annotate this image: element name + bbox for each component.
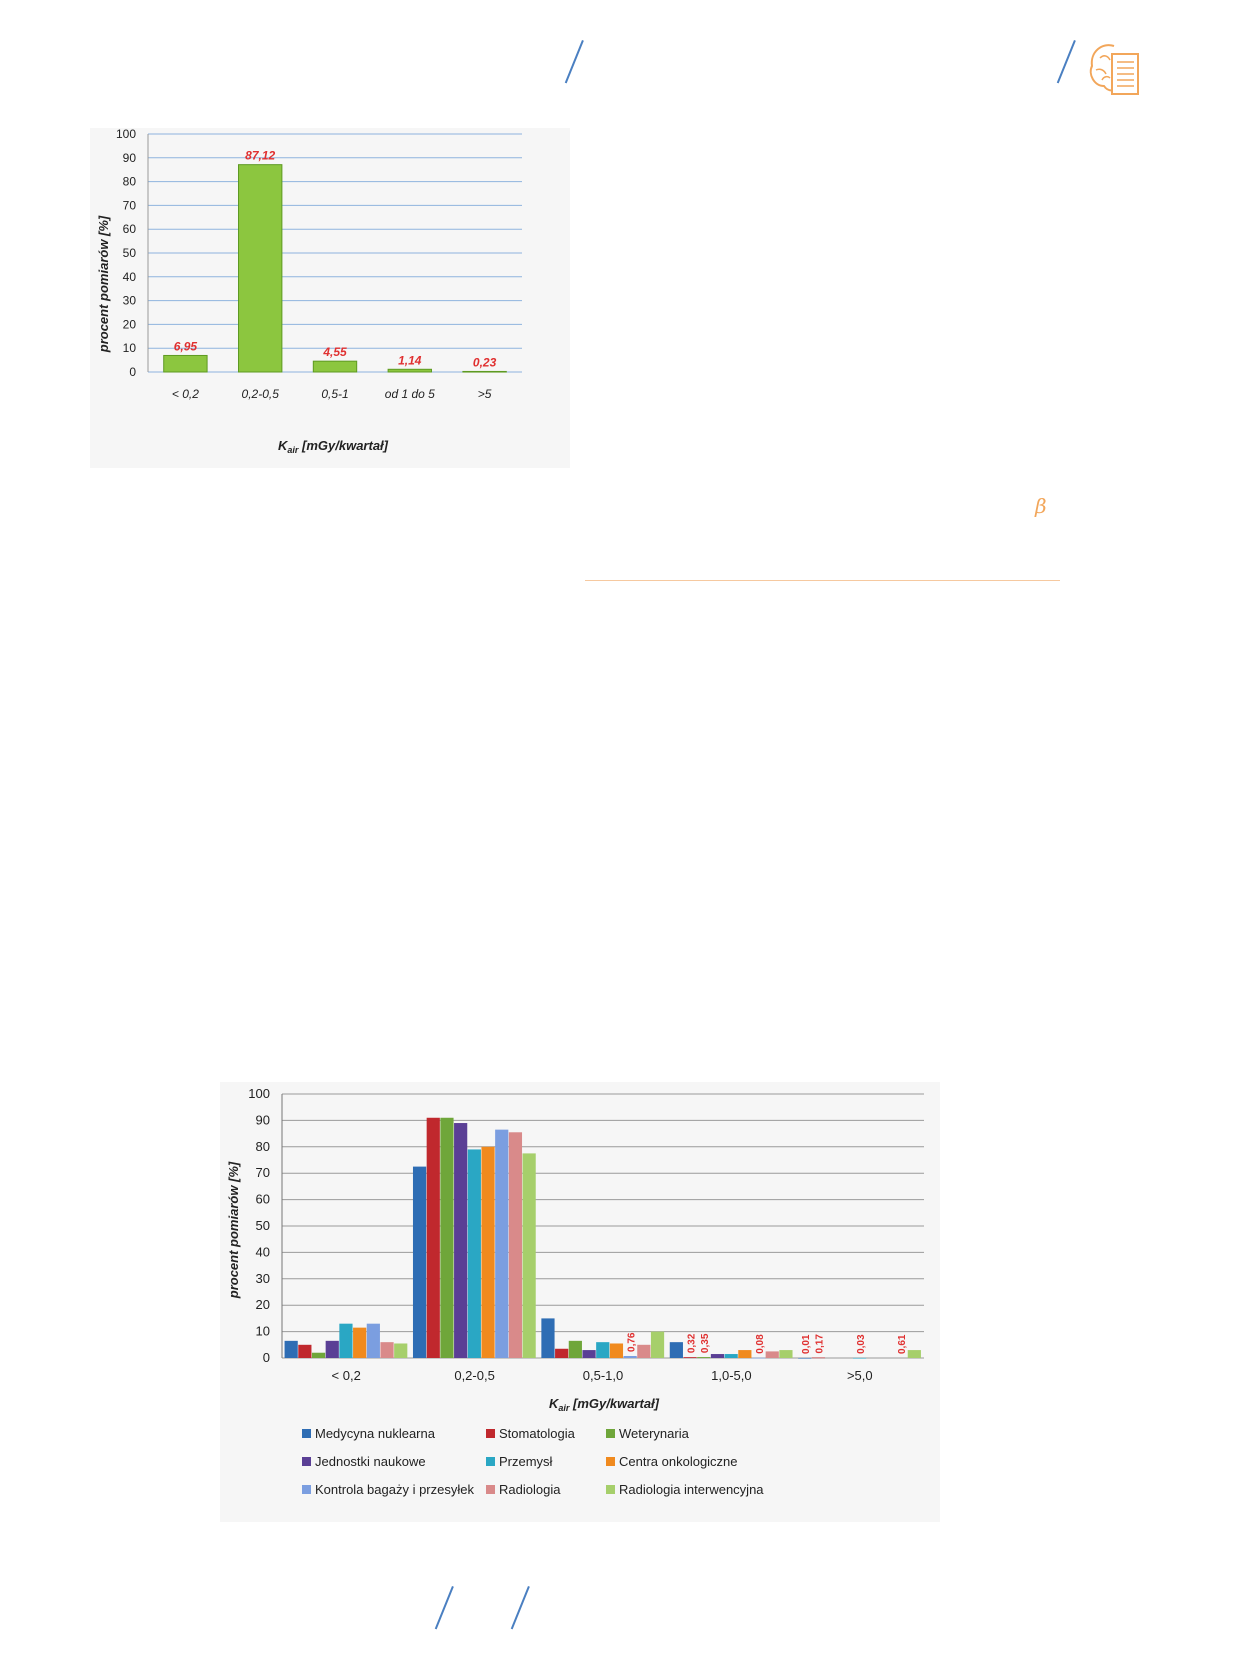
chart1-y-tick-label: 80 <box>122 174 136 189</box>
chart2-value-annotation: 0,03 <box>855 1334 867 1354</box>
chart2-bar <box>380 1342 393 1358</box>
chart1-value-label: 1,14 <box>398 353 422 368</box>
chart2-bar <box>468 1149 481 1358</box>
chart-kair-by-sector <box>220 1082 940 1522</box>
chart2-x-tick-label: 0,5-1,0 <box>582 1368 624 1383</box>
beta-symbol: β <box>1035 494 1047 518</box>
chart1-y-tick-label: 40 <box>122 269 136 284</box>
chart2-bar <box>427 1118 440 1358</box>
chart1-y-tick-label: 90 <box>122 150 136 165</box>
chart2-bar <box>353 1328 366 1358</box>
chart2-y-tick-label: 60 <box>255 1191 270 1207</box>
chart1-bar <box>239 165 282 372</box>
chart2-x-tick-label: 0,2-0,5 <box>454 1368 495 1383</box>
chart2-y-tick-label: 100 <box>248 1086 270 1101</box>
chart2-legend-label: Weterynaria <box>619 1426 689 1441</box>
chart2-x-tick-label: >5,0 <box>846 1368 873 1383</box>
chart1-bar <box>164 355 207 372</box>
chart2-bar <box>812 1358 825 1359</box>
chart2-bar <box>312 1353 325 1358</box>
chart2-bar <box>798 1358 811 1359</box>
chart2-bar <box>670 1342 683 1358</box>
chart2-value-annotation: 0,61 <box>896 1334 908 1354</box>
chart2-legend-swatch <box>302 1429 311 1438</box>
chart2-bar <box>367 1324 380 1358</box>
chart2-bar <box>651 1332 664 1358</box>
chart2-value-annotation: 0,01 <box>801 1334 813 1354</box>
chart1-x-tick-label: >5 <box>477 387 492 401</box>
chart2-value-annotation: 0,35 <box>700 1333 712 1354</box>
chart2-legend-label: Centra onkologiczne <box>619 1454 738 1469</box>
chart2-legend-label: Radiologia interwencyjna <box>619 1482 764 1497</box>
chart1-x-axis-label-main: K <box>278 438 288 453</box>
chart2-legend-label: Kontrola bagaży i przesyłek <box>315 1482 474 1497</box>
chart2-y-tick-label: 40 <box>255 1244 270 1260</box>
chart2-legend-label: Radiologia <box>499 1482 561 1497</box>
header-slash-left <box>565 40 584 83</box>
chart2-bar <box>569 1341 582 1358</box>
chart2-y-tick-label: 70 <box>255 1165 270 1181</box>
chart2-legend-swatch <box>606 1485 615 1494</box>
chart2-bar <box>624 1356 637 1358</box>
chart1-value-label: 87,12 <box>245 148 276 163</box>
chart2-y-tick-label: 20 <box>255 1297 270 1313</box>
chart2-bar <box>523 1153 536 1358</box>
chart1-x-tick-label: od 1 do 5 <box>384 387 435 401</box>
header-slash-right <box>1057 40 1076 83</box>
chart1-background <box>90 128 570 468</box>
chart2-y-tick-label: 10 <box>255 1323 270 1339</box>
chart2-bar <box>725 1354 738 1358</box>
chart1-x-tick-label: < 0,2 <box>171 387 199 401</box>
chart2-y-axis-label: procent pomiarów [%] <box>226 1161 241 1299</box>
chart1-bar <box>313 361 356 372</box>
section-divider <box>585 580 1060 581</box>
chart2-x-tick-label: 1,0-5,0 <box>711 1368 752 1383</box>
chart1-y-tick-label: 30 <box>122 293 136 308</box>
chart2-bar <box>637 1345 650 1358</box>
chart2-legend-swatch <box>486 1429 495 1438</box>
chart2-y-tick-label: 80 <box>255 1138 270 1154</box>
chart2-bar <box>326 1341 339 1358</box>
chart2-bar <box>454 1123 467 1358</box>
chart2-bar <box>413 1167 426 1358</box>
chart2-bar <box>541 1318 554 1358</box>
chart2-y-tick-label: 30 <box>255 1270 270 1286</box>
brain-document-icon <box>1088 40 1144 102</box>
chart2-bar <box>610 1343 623 1358</box>
chart2-bar <box>582 1350 595 1358</box>
chart2-bar <box>298 1345 311 1358</box>
chart2-bar <box>509 1132 522 1358</box>
chart2-legend-label: Medycyna nuklearna <box>315 1426 435 1441</box>
chart2-bar <box>481 1147 494 1358</box>
chart2-legend-swatch <box>302 1457 311 1466</box>
chart2-value-annotation: 0,17 <box>814 1334 826 1354</box>
chart-kair-distribution <box>90 128 570 468</box>
chart2-legend-swatch <box>606 1429 615 1438</box>
chart2-bar <box>908 1350 921 1358</box>
chart2-bar <box>697 1357 710 1358</box>
chart2-bar <box>440 1118 453 1358</box>
chart1-bar <box>388 369 431 372</box>
chart2-value-annotation: 0,32 <box>686 1333 698 1354</box>
chart2-value-annotation: 0,08 <box>754 1334 766 1354</box>
chart1-y-tick-label: 10 <box>122 341 136 356</box>
chart1-x-tick-label: 0,5-1 <box>321 387 349 401</box>
chart1-y-tick-label: 50 <box>122 246 136 260</box>
footer-slash-right <box>511 1586 530 1629</box>
chart2-bar <box>738 1350 751 1358</box>
chart1-x-axis-label-sub: air <box>287 445 299 455</box>
chart2-bar <box>495 1130 508 1358</box>
chart2-bar <box>555 1349 568 1358</box>
chart2-bar <box>394 1343 407 1358</box>
chart1-value-label: 6,95 <box>173 339 198 354</box>
chart2-x-tick-label: < 0,2 <box>331 1368 361 1383</box>
chart2-value-annotation: 0,76 <box>626 1332 638 1352</box>
chart2-bar <box>711 1354 724 1358</box>
chart2-bar <box>853 1358 866 1359</box>
chart1-y-tick-label: 60 <box>122 222 136 237</box>
chart2-bar <box>683 1357 696 1358</box>
chart2-legend-label: Jednostki naukowe <box>315 1454 426 1469</box>
chart2-bar <box>779 1350 792 1358</box>
chart2-bar <box>596 1342 609 1358</box>
chart1-y-tick-label: 0 <box>129 365 136 379</box>
chart2-bar <box>766 1351 779 1358</box>
chart2-y-tick-label: 90 <box>255 1112 270 1128</box>
chart1-value-label: 0,23 <box>472 355 497 370</box>
chart1-y-tick-label: 100 <box>115 128 136 141</box>
chart1-y-tick-label: 70 <box>122 198 136 213</box>
chart2-legend-label: Stomatologia <box>499 1426 575 1441</box>
chart1-x-axis-label-rest: [mGy/kwartał] <box>298 438 388 453</box>
chart2-legend-swatch <box>302 1485 311 1494</box>
chart1-y-axis-label: procent pomiarów [%] <box>96 215 111 353</box>
chart1-value-label: 4,55 <box>323 345 347 360</box>
chart1-x-tick-label: 0,2-0,5 <box>241 387 279 401</box>
chart2-legend-swatch <box>486 1485 495 1494</box>
chart2-x-axis-label-sub: air <box>558 1403 570 1413</box>
chart2-bar <box>285 1341 298 1358</box>
chart2-bar <box>339 1324 352 1358</box>
chart2-x-axis-label-main: K <box>549 1396 559 1411</box>
chart2-legend-label: Przemysł <box>499 1454 553 1469</box>
chart2-legend-swatch <box>606 1457 615 1466</box>
chart2-y-tick-label: 0 <box>262 1350 270 1365</box>
chart1-y-tick-label: 20 <box>122 317 136 332</box>
footer-slash-left <box>435 1586 454 1629</box>
chart2-legend-swatch <box>486 1457 495 1466</box>
chart2-y-tick-label: 50 <box>255 1218 270 1233</box>
chart1-bar <box>463 371 506 372</box>
chart2-bar <box>752 1358 765 1359</box>
chart2-x-axis-label-rest: [mGy/kwartał] <box>569 1396 659 1411</box>
